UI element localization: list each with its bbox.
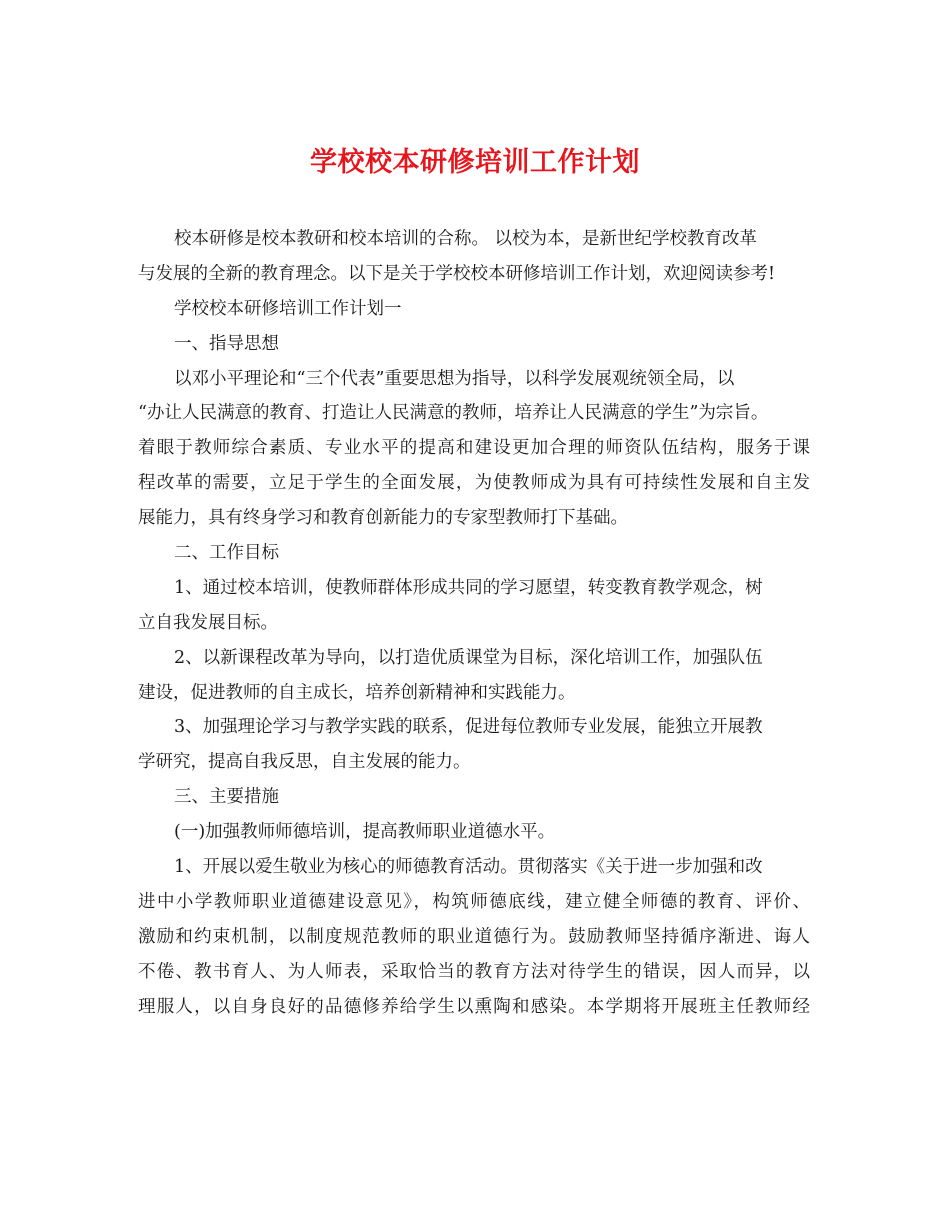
section-heading: 二、工作目标 [174, 543, 279, 564]
paragraph-line: 校本研修是校本教研和校本培训的合称。 以校为本，是新世纪学校教育改革 [174, 229, 758, 249]
paragraph-line: 建设，促进教师的自主成长，培养创新精神和实践能力。 [138, 682, 576, 703]
paragraph-line: 2、以新课程改革为导向，以打造优质课堂为目标，深化培训工作，加强队伍 [174, 647, 763, 668]
paragraph-line: 进中小学教师职业道德建设意见》，构筑师德底线，建立健全师德的教育、评价、 [138, 891, 810, 912]
paragraph-line: 学研究，提高自我反思，自主发展的能力。 [138, 752, 471, 773]
paragraph-line: 以邓小平理论和“三个代表”重要思想为指导，以科学发展观统领全局，以 [174, 368, 735, 389]
paragraph-line: 1、开展以爱生敬业为核心的师德教育活动。贯彻落实《关于进一步加强和改 [174, 857, 763, 878]
paragraph-line: 着眼于教师综合素质、专业水平的提高和建设更加合理的师资队伍结构，服务于课 [138, 438, 810, 459]
paragraph-line: 不倦、教书育人、为人师表，采取恰当的教育方法对待学生的错误，因人而异，以 [138, 961, 810, 982]
document-body [138, 222, 810, 1024]
subsection-heading: (一)加强教师师德培训，提高教师职业道德水平。 [174, 822, 556, 843]
section-heading: 三、主要措施 [174, 787, 279, 808]
paragraph-line: 程改革的需要，立足于学生的全面发展，为使教师成为具有可持续性发展和自主发 [138, 473, 810, 494]
document-title: 学校校本研修培训工作计划 [310, 147, 640, 178]
paragraph-line: 展能力，具有终身学习和教育创新能力的专家型教师打下基础。 [138, 508, 628, 529]
paragraph-line: 3、加强理论学习与教学实践的联系，促进每位教师专业发展，能独立开展教 [174, 717, 763, 738]
paragraph-line: 激励和约束机制，以制度规范教师的职业道德行为。鼓励教师坚持循序渐进、诲人 [138, 926, 810, 947]
section-heading: 学校校本研修培训工作计划一 [174, 298, 402, 319]
paragraph-line: 理服人，以自身良好的品德修养给学生以熏陶和感染。本学期将开展班主任教师经 [138, 996, 810, 1017]
paragraph-line: 与发展的全新的教育理念。以下是关于学校校本研修培训工作计划，欢迎阅读参考! [138, 263, 776, 284]
section-heading: 一、指导思想 [174, 333, 279, 354]
paragraph-line: 立自我发展目标。 [138, 612, 278, 633]
paragraph-line: 1、通过校本培训，使教师群体形成共同的学习愿望，转变教育教学观念，树 [174, 577, 763, 598]
paragraph-line: “办让人民满意的教育、打造让人民满意的教师，培养让人民满意的学生”为宗旨。 [138, 403, 769, 424]
